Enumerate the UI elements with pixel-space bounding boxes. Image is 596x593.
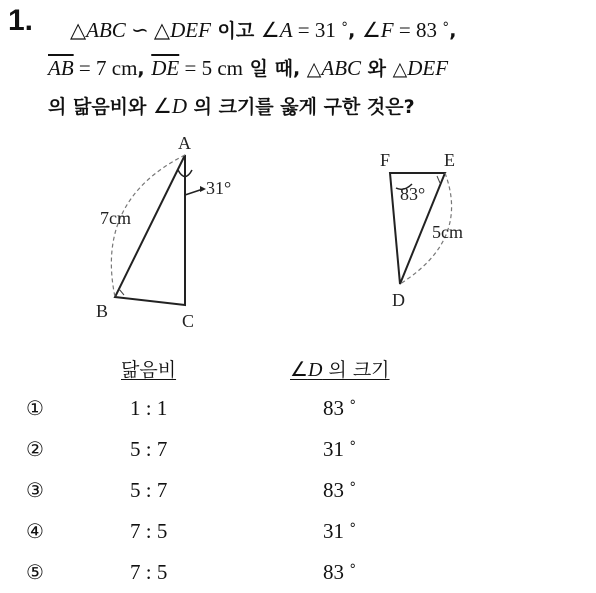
angle-f-value: = 83 ˚ — [393, 18, 450, 42]
text-wa: 와 △ — [361, 58, 408, 80]
text-il-ttae: 일 때, △ — [243, 58, 322, 80]
vertex-d-label: D — [392, 290, 405, 310]
vertex-b-label: B — [96, 301, 109, 321]
question-number: 1. — [8, 4, 34, 37]
triangle-def: DEF — [170, 18, 211, 42]
option-ratio: 1 : 1 — [130, 396, 168, 420]
triangle-abc-figure — [96, 133, 231, 331]
answer-option-3[interactable] — [0, 478, 596, 508]
angle-d-var: D — [307, 359, 323, 381]
triangle-abc: ABC — [321, 56, 362, 80]
option-marker: ④ — [26, 519, 44, 543]
ab-value: = 7 cm — [73, 56, 138, 80]
option-marker: ⑤ — [26, 560, 44, 584]
angle-symbol: ∠ — [290, 359, 308, 381]
angle-a-var: A — [279, 18, 293, 42]
option-angle: 83 ˚ — [323, 396, 357, 420]
header-angle — [290, 355, 390, 382]
similar-symbol: ∽ △ — [125, 18, 171, 42]
answer-option-5[interactable] — [0, 560, 596, 590]
angle-d-var: D — [171, 94, 187, 118]
option-ratio: 5 : 7 — [130, 478, 168, 502]
triangle-def: DEF — [407, 56, 449, 80]
triangle-abc: ABC — [86, 18, 126, 42]
angle-symbol: ∠ — [361, 18, 381, 42]
option-ratio: 7 : 5 — [130, 519, 168, 543]
text-question-end: 의 크기를 옳게 구한 것은? — [187, 96, 415, 118]
header-angle-text: 의 크기 — [322, 359, 390, 381]
triangle-symbol: △ — [70, 18, 87, 42]
option-marker: ② — [26, 437, 44, 461]
option-ratio: 5 : 7 — [130, 437, 168, 461]
angle-symbol: ∠ — [153, 94, 172, 118]
header-ratio: 닮음비 — [121, 359, 177, 381]
angle-f-label: 83° — [400, 184, 426, 204]
segment-ab: $\overline{AB}$ — [48, 56, 74, 80]
angle-a-label: 31° — [206, 178, 232, 198]
option-ratio: 7 : 5 — [130, 560, 168, 584]
side-de-label: 5cm — [432, 222, 463, 242]
text-ratio-and: 의 닮음비와 — [48, 96, 153, 118]
angle-f-var: F — [380, 18, 394, 42]
vertex-f-label: F — [380, 150, 391, 170]
comma: , — [137, 58, 152, 80]
answer-option-1[interactable] — [0, 396, 596, 426]
option-marker: ③ — [26, 478, 44, 502]
option-angle: 31 ˚ — [323, 519, 357, 543]
answer-option-2[interactable] — [0, 437, 596, 467]
side-ab-label: 7cm — [100, 208, 131, 228]
option-angle: 31 ˚ — [323, 437, 357, 461]
option-angle: 83 ˚ — [323, 478, 357, 502]
comma: , — [449, 20, 457, 42]
vertex-a-label: A — [178, 133, 191, 153]
option-angle: 83 ˚ — [323, 560, 357, 584]
text-igo: 이고 — [210, 20, 261, 42]
vertex-c-label: C — [182, 311, 195, 331]
angle-symbol: ∠ — [260, 18, 280, 42]
option-marker: ① — [26, 396, 44, 420]
answer-option-4[interactable] — [0, 519, 596, 549]
triangle-def-figure — [380, 150, 463, 310]
de-value: = 5 cm — [179, 56, 243, 80]
segment-de: $\overline{DE}$ — [151, 56, 180, 80]
comma: , — [348, 20, 362, 42]
vertex-e-label: E — [444, 150, 455, 170]
angle-a-value: = 31 ˚ — [292, 18, 349, 42]
